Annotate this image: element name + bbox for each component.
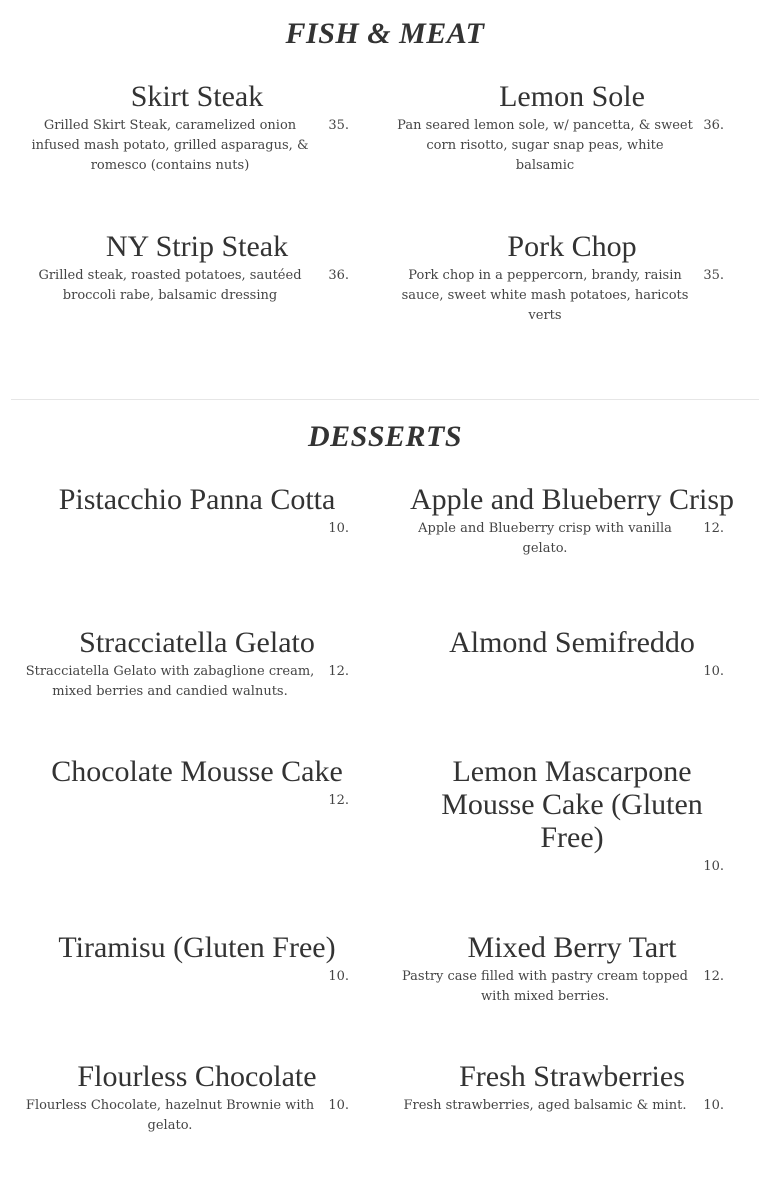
menu-item-lemon-mascarpone-mousse-cake [397,755,747,877]
menu-item-apple-blueberry-crisp [397,483,747,559]
item-name: Apple and Blueberry Crisp [409,483,735,516]
item-name: NY Strip Steak [105,230,289,263]
item-description [22,791,318,811]
item-description: Stracciatella Gelato with zabaglione cream, mixed berries and candied walnuts. [25,664,315,699]
item-price: 12. [703,969,724,984]
item-description: Fresh strawberries, aged balsamic & mint. [403,1098,687,1113]
item-price: 36. [328,268,349,283]
menu-item-lemon-sole [397,80,747,176]
section-title-fish-meat: FISH & MEAT [285,17,485,50]
item-name: Chocolate Mousse Cake [51,755,343,788]
menu-item-mixed-berry-tart [397,931,747,1007]
item-price: 12. [328,793,349,808]
menu-item-pork-chop [397,230,747,326]
item-price: 36. [703,118,724,133]
menu-item-ny-strip-steak [22,230,372,306]
menu-item-flourless-chocolate [22,1060,372,1136]
item-description [22,519,318,539]
menu-item-almond-semifreddo [397,626,747,682]
menu-item-stracciatella-gelato [22,626,372,702]
item-price: 35. [328,118,349,133]
item-name: Almond Semifreddo [449,626,695,659]
item-price: 10. [703,859,724,874]
item-price: 10. [328,969,349,984]
item-price: 10. [703,664,724,679]
item-description: Grilled steak, roasted potatoes, sautéed broccoli rabe, balsamic dressing [38,268,302,303]
item-name: Flourless Chocolate [77,1060,317,1093]
item-name: Pork Chop [507,230,637,263]
item-name: Mixed Berry Tart [467,931,677,964]
item-description: Pork chop in a peppercorn, brandy, raisin sauce, sweet white mash potatoes, haricots verts [401,268,689,323]
item-description: Pastry case filled with pastry cream topped with mixed berries. [402,969,688,1004]
item-name: Lemon Sole [499,80,645,113]
item-description: Flourless Chocolate, hazelnut Brownie with gelato. [25,1098,315,1133]
item-price: 35. [703,268,724,283]
menu-item-tiramisu [22,931,372,987]
menu-item-fresh-strawberries [397,1060,747,1116]
item-description: Apple and Blueberry crisp with vanilla gelato. [418,521,672,556]
item-price: 10. [328,521,349,536]
item-price: 10. [703,1098,724,1113]
item-name: Stracciatella Gelato [79,626,315,659]
section-title-desserts: DESSERTS [307,420,463,453]
item-name: Skirt Steak [130,80,264,113]
menu-item-chocolate-mousse-cake [22,755,372,811]
item-name: Fresh Strawberries [459,1060,685,1093]
menu-item-pistacchio-panna-cotta [22,483,372,539]
item-description: Grilled Skirt Steak, caramelized onion infused mash potato, grilled asparagus, & romesco (contains nuts) [31,118,309,173]
menu-item-skirt-steak [22,80,372,176]
item-price: 10. [328,1098,349,1113]
item-description [22,967,318,987]
item-description [397,857,693,877]
item-description: Pan seared lemon sole, w/ pancetta, & sweet corn risotto, sugar snap peas, white balsamic [397,118,693,173]
item-name: Lemon Mascarpone Mousse Cake (Gluten Free) [441,755,703,854]
item-name: Pistacchio Panna Cotta [58,483,336,516]
item-price: 12. [328,664,349,679]
item-name: Tiramisu (Gluten Free) [58,931,336,964]
item-description [397,662,693,682]
section-divider [11,399,759,400]
item-price: 12. [703,521,724,536]
